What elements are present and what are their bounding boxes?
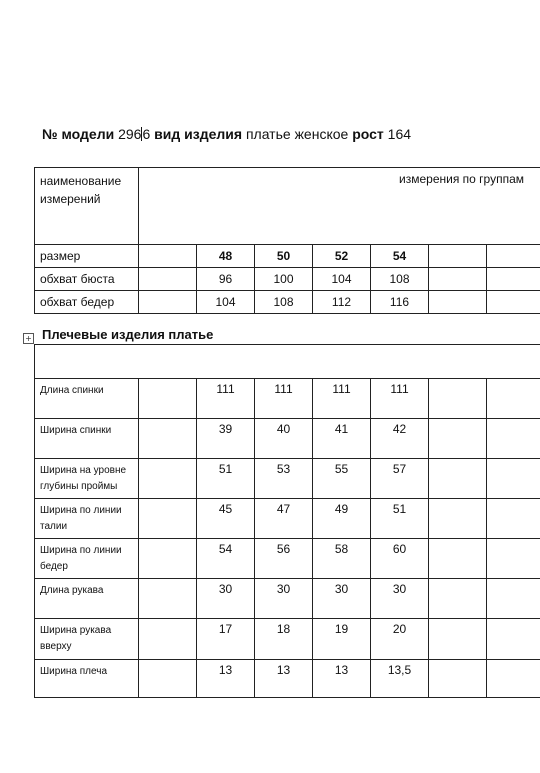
row-name-line2: вверху: [40, 641, 72, 652]
table-cell: [487, 268, 540, 291]
move-handle-icon[interactable]: +: [23, 333, 34, 344]
measurement-groups-header: измерения по группам: [139, 168, 540, 245]
table-row: [35, 245, 540, 268]
table-row-blank: [35, 345, 540, 379]
table-cell: 40: [255, 419, 313, 459]
row-name: размер: [35, 245, 139, 268]
table-cell: [429, 459, 487, 499]
table-cell: [487, 539, 540, 579]
table-cell: 30: [313, 579, 371, 619]
type-value: платье женское: [245, 126, 349, 142]
type-label: вид изделия: [154, 126, 243, 142]
table-cell: [429, 419, 487, 459]
size-54: 54: [371, 245, 429, 268]
table-cell: 116: [371, 291, 429, 314]
garment-measurements-table: [34, 344, 540, 698]
table-cell: 18: [255, 619, 313, 660]
table-row: [35, 379, 540, 419]
table-cell: 60: [371, 539, 429, 579]
table-cell: 104: [197, 291, 255, 314]
header-label-line1: наименование: [40, 174, 122, 188]
table-cell: 111: [371, 379, 429, 419]
table-cell: [429, 660, 487, 698]
table-cell: 30: [371, 579, 429, 619]
row-name: [35, 660, 139, 698]
table-cell: 42: [371, 419, 429, 459]
table-cell: 13: [313, 660, 371, 698]
table-cell: [139, 245, 197, 268]
table-cell: [487, 291, 540, 314]
size-groups-table: [34, 167, 540, 314]
table-row: [35, 268, 540, 291]
table-cell: 104: [313, 268, 371, 291]
table-cell: [487, 459, 540, 499]
table-cell: 13,5: [371, 660, 429, 698]
table-cell: 108: [371, 268, 429, 291]
table-cell: 47: [255, 499, 313, 539]
table-cell: 112: [313, 291, 371, 314]
table-cell: [139, 379, 197, 419]
row-name-line1: Ширина рукава: [40, 625, 112, 636]
table-cell: 17: [197, 619, 255, 660]
table-row: [35, 419, 540, 459]
table-cell: [139, 499, 197, 539]
table-cell: 30: [197, 579, 255, 619]
table-cell: [429, 619, 487, 660]
table-cell: [429, 268, 487, 291]
table-cell: [429, 379, 487, 419]
model-number-part1: 296: [118, 126, 142, 142]
table-cell: 111: [255, 379, 313, 419]
table-cell: [487, 619, 540, 660]
table-cell: 54: [197, 539, 255, 579]
table-cell: 56: [255, 539, 313, 579]
table-cell: [429, 291, 487, 314]
size-50: 50: [255, 245, 313, 268]
table-cell: [139, 539, 197, 579]
row-name-line1: Ширина спинки: [40, 425, 112, 436]
table-cell: 111: [197, 379, 255, 419]
table-cell: 58: [313, 539, 371, 579]
row-name-line1: Длина спинки: [40, 385, 104, 396]
row-name-line2: талии: [40, 521, 68, 532]
table-cell: 45: [197, 499, 255, 539]
size-48: 48: [197, 245, 255, 268]
size-52: 52: [313, 245, 371, 268]
table-cell: [487, 379, 540, 419]
height-label: рост: [352, 126, 384, 142]
table-cell: [139, 459, 197, 499]
row-name: обхват бедер: [35, 291, 139, 314]
row-name: [35, 499, 139, 539]
row-name-line2: глубины проймы: [40, 481, 118, 492]
table-cell: 13: [255, 660, 313, 698]
section-title: Плечевые изделия платье: [42, 327, 214, 342]
table-cell: 111: [313, 379, 371, 419]
row-name: [35, 419, 139, 459]
table-row: [35, 619, 540, 660]
table-cell: [487, 579, 540, 619]
row-name: [35, 579, 139, 619]
table-cell: 49: [313, 499, 371, 539]
table-cell: 108: [255, 291, 313, 314]
table-cell: [139, 660, 197, 698]
row-name-line1: Ширина на уровне: [40, 465, 127, 476]
row-name: обхват бюста: [35, 268, 139, 291]
table-cell: 13: [197, 660, 255, 698]
model-number-part2: 6: [142, 126, 151, 142]
table-cell: 96: [197, 268, 255, 291]
table-cell: 41: [313, 419, 371, 459]
row-name: [35, 619, 139, 660]
table-cell: [139, 419, 197, 459]
table-row: [35, 579, 540, 619]
row-name: [35, 379, 139, 419]
table-cell: 39: [197, 419, 255, 459]
table-row: [35, 499, 540, 539]
table-cell: [429, 245, 487, 268]
table-cell: 55: [313, 459, 371, 499]
table-row: [35, 459, 540, 499]
table-cell: [429, 539, 487, 579]
row-name-line1: Длина рукава: [40, 585, 104, 596]
row-name-line2: бедер: [40, 561, 68, 572]
table-cell: [35, 345, 540, 379]
height-value: 164: [387, 126, 412, 142]
row-name: [35, 539, 139, 579]
header-label-line2: измерений: [40, 192, 101, 206]
model-label: № модели: [42, 126, 115, 142]
table-cell: 100: [255, 268, 313, 291]
table-cell: [487, 419, 540, 459]
row-name-line1: Ширина плеча: [40, 666, 108, 677]
table-cell: [139, 579, 197, 619]
table-cell: 51: [197, 459, 255, 499]
table-cell: [429, 499, 487, 539]
table-cell: [139, 619, 197, 660]
table-cell: 57: [371, 459, 429, 499]
table-cell: [487, 245, 540, 268]
table-cell: [429, 579, 487, 619]
table-cell: 53: [255, 459, 313, 499]
table-row: [35, 660, 540, 698]
measurement-name-header: [35, 168, 139, 245]
table-header-row: [35, 168, 540, 245]
row-name-line1: Ширина по линии: [40, 505, 122, 516]
table-cell: [487, 499, 540, 539]
table-cell: 19: [313, 619, 371, 660]
table-cell: [139, 268, 197, 291]
table-cell: 20: [371, 619, 429, 660]
table-cell: 51: [371, 499, 429, 539]
table-row: [35, 291, 540, 314]
row-name: [35, 459, 139, 499]
document-title: [42, 126, 411, 142]
table-row: [35, 539, 540, 579]
table-cell: [487, 660, 540, 698]
table-cell: 30: [255, 579, 313, 619]
table-cell: [139, 291, 197, 314]
row-name-line1: Ширина по линии: [40, 545, 122, 556]
